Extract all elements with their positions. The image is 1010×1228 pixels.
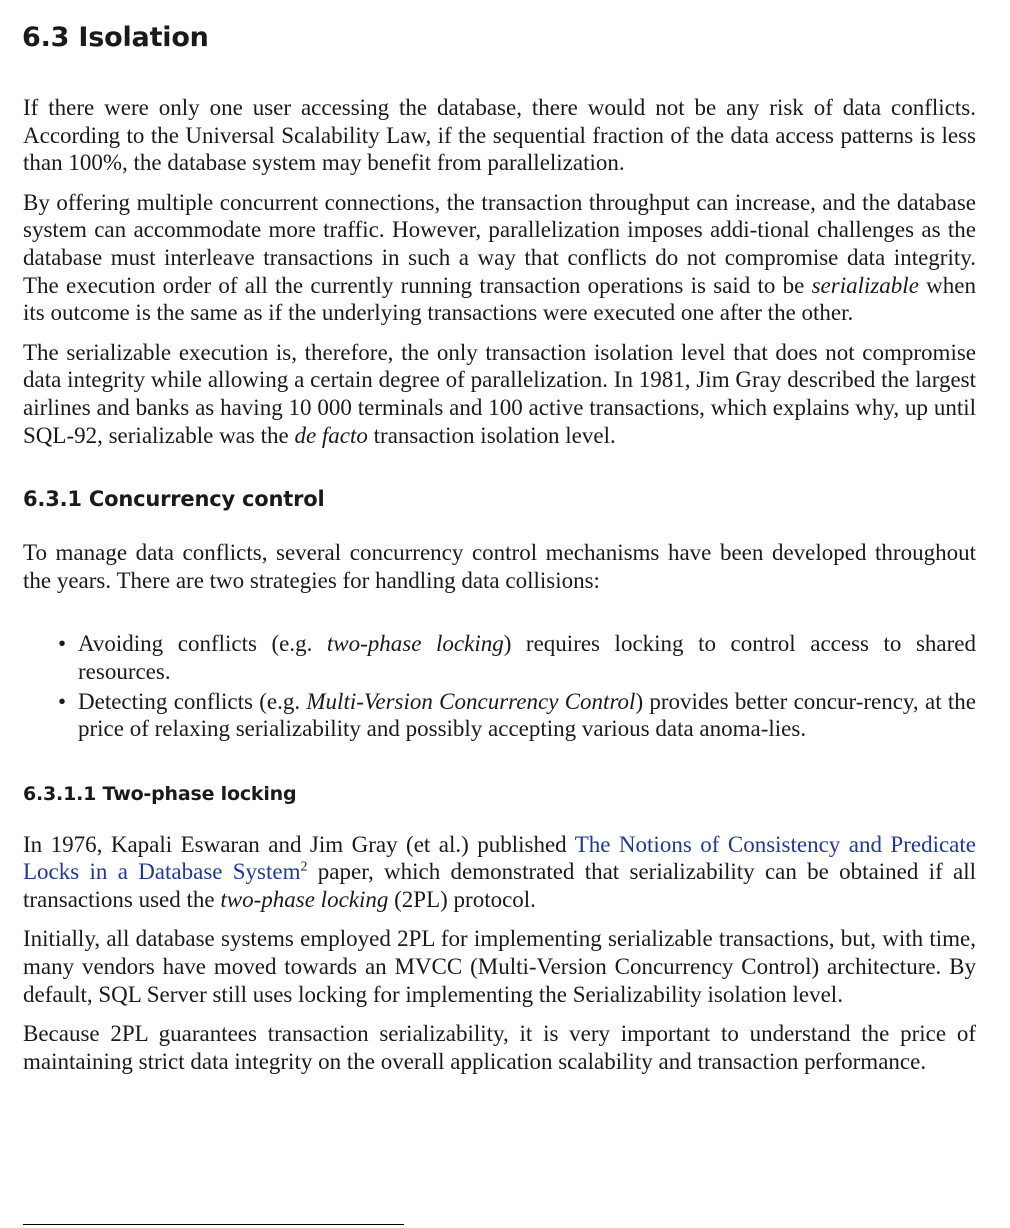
two-phase-locking-term: two-phase locking bbox=[220, 886, 389, 912]
paragraph-2pl-history-text-b: paper, which demonstrated that serializability can be obtained if all transactions used the bbox=[23, 859, 977, 912]
list-item bbox=[58, 688, 976, 743]
concurrency-control-intro-text: To manage data conflicts, several concurrency control mechanisms have been developed throughout the years. There are two strategies for handling data collisions: bbox=[23, 540, 976, 593]
paragraph-2pl-history-text-c: (2PL) protocol. bbox=[388, 886, 536, 912]
list-item bbox=[58, 630, 977, 685]
subsubsection-heading: 6.3.1.1 Two-phase locking bbox=[23, 782, 297, 805]
paragraph-intro-text: If there were only one user accessing the database, there would not be any risk of data conflicts. According to the Universal Scalability Law, if the sequential fraction of the data access patterns is less than 100%, the database system may benefit from parallelization. bbox=[23, 95, 976, 176]
paragraph-2pl-history-text-a: In 1976, Kapali Eswaran and Jim Gray (et al.) published bbox=[23, 831, 575, 857]
list-item-text-before: Avoiding conflicts (e.g. bbox=[78, 631, 327, 657]
paragraph-2pl-price bbox=[23, 1020, 976, 1075]
document-page bbox=[23, 0, 976, 1087]
paragraph-concurrency-control-intro bbox=[23, 539, 976, 594]
paragraph-concurrency bbox=[23, 189, 976, 327]
bullet-marker: • bbox=[58, 688, 67, 714]
footnote-marker[interactable]: 2 bbox=[300, 859, 308, 875]
list-item-text-after: ) requires locking to control access to shared resources. bbox=[78, 631, 977, 684]
section-heading: 6.3 Isolation bbox=[22, 22, 209, 53]
paragraph-2pl-history bbox=[23, 831, 976, 914]
list-item-term: Multi-Version Concurrency Control bbox=[306, 688, 636, 714]
paper-link[interactable]: The Notions of Consistency and Predicate Locks in a Database System bbox=[23, 831, 976, 885]
paragraph-serializable-text-a: The serializable execution is, therefore, the only transaction isolation level that does not compromise data integrity while allowing a certain degree of parallelization. In 1981, Jim Gray described the largest airlines and banks as having 10 000 terminals and 100 active transactions, which explains why, up until SQL-92, serializable was the bbox=[23, 339, 976, 448]
subsection-heading: 6.3.1 Concurrency control bbox=[23, 487, 325, 512]
paragraph-intro bbox=[23, 94, 976, 177]
serializable-term: serializable bbox=[811, 272, 919, 298]
bullet-marker: • bbox=[58, 631, 67, 657]
paragraph-mvcc-text: Initially, all database systems employed 2PL for implementing serializable transactions, but, with time, many vendors have moved towards an MVCC (Multi-Version Concurrency Control) architecture. By default, SQL Server still uses locking for implementing the Serializability isolation level. bbox=[23, 926, 976, 1007]
paragraph-concurrency-text-b: when its outcome is the same as if the underlying transactions were executed one after the other. bbox=[23, 272, 976, 326]
paragraph-serializable-text-b: transaction isolation level. bbox=[367, 422, 616, 448]
paragraph-2pl-price-text: Because 2PL guarantees transaction serializability, it is very important to understand the price of maintaining strict data integrity on the overall application scalability and transaction performance. bbox=[23, 1021, 976, 1074]
list-item-text-after: ) provides better concur-rency, at the price of relaxing serializability and possibly accepting various data anoma-lies. bbox=[78, 688, 976, 742]
paragraph-serializable bbox=[23, 339, 976, 449]
paragraph-concurrency-text-a: By offering multiple concurrent connections, the transaction throughput can increase, and the database system can accommodate more traffic. However, parallelization imposes addi-tional challenges as the database must interleave transactions in such a way that conflicts do not compromise data integrity. The execution order of all the currently running transaction operations is said to be bbox=[23, 189, 976, 298]
list-item-term: two-phase locking bbox=[326, 631, 504, 657]
de-facto-term: de facto bbox=[294, 422, 368, 448]
footnote-separator bbox=[23, 1224, 404, 1225]
strategy-list bbox=[23, 630, 976, 742]
list-item-text-before: Detecting conflicts (e.g. bbox=[78, 688, 307, 714]
paragraph-mvcc bbox=[23, 925, 976, 1008]
